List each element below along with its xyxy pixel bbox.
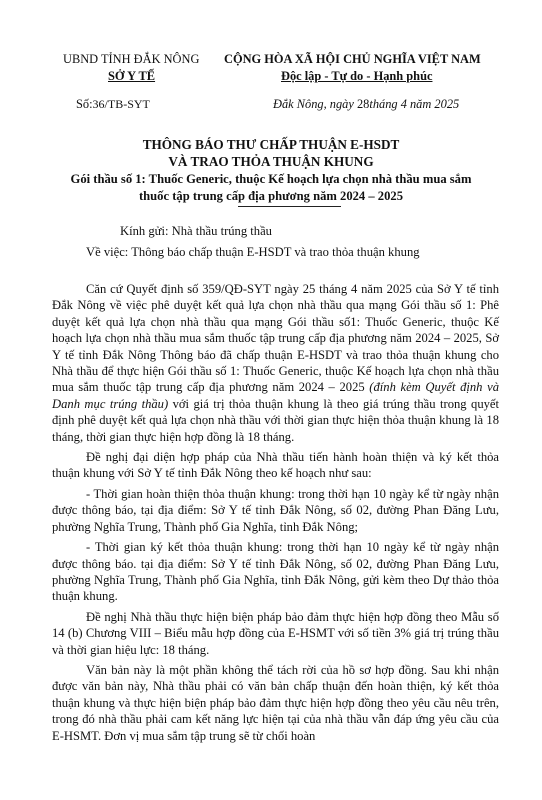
national-title: CỘNG HÒA XÃ HỘI CHỦ NGHĨA VIỆT NAM bbox=[224, 52, 481, 66]
paragraph-completion-time: - Thời gian hoàn thiện thỏa thuận khung: trong thời hạn 10 ngày kể từ ngày nhận được thông báo, tại địa điểm: Sở Y tế tỉnh Đắk Nông, số 02, đường Phan Đăng Lưu, phường Nghĩa Trung, Thành phố Gia Nghĩa, tỉnh Đắk Nông; bbox=[52, 486, 499, 534]
notice-title-line2: VÀ TRAO THỎA THUẬN KHUNG bbox=[168, 154, 374, 169]
notice-title-line1: THÔNG BÁO THƯ CHẤP THUẬN E-HSDT bbox=[142, 137, 400, 152]
title-underline bbox=[238, 206, 341, 207]
date-day: 28 bbox=[356, 97, 370, 111]
department-name: SỞ Y TẾ bbox=[108, 69, 156, 83]
paragraph-signing-time: - Thời gian ký kết thỏa thuận khung: trong thời hạn 10 ngày kể từ ngày nhận được thông báo. tại địa điểm: Sở Y tế tỉnh Đắk Nông, số 02, đường Phan Đăng Lưu, phường Nghĩa Trung, Thành phố Gia Nghĩa, tỉnh Đắk Nông, gửi kèm theo Dự thảo thỏa thuận khung. bbox=[52, 540, 499, 604]
legal-basis-text-1: Căn cứ Quyết định số 359/QĐ-SYT ngày 25 tháng 4 năm 2025 của Sở Y tế tỉnh Đắk Nông về việc phê duyệt kết quả lựa chọn nhà thầu qua mạng Gói thầu số 1: Phê duyệt kết quả lựa chọn nhà thầu qua mạng Gói thầu số1: Thuốc Generic, thuộc Kế hoạch lựa chọn nhà thầu mua sắm thuốc tập trung cấp địa phương năm 2024 – 2025, Sở Y tế tỉnh Đắk Nông Thông báo đã chấp thuận E-HSDT và trao thỏa thuận khung cho Nhà thầu để thực hiện Gói thầu số 1: Thuốc Generic, thuộc Kế hoạch lựa chọn nhà thầu mua sắm thuốc tập trung cấp địa phương năm 2024 – 2025 bbox=[52, 282, 499, 395]
document-number-label: Số: bbox=[76, 97, 93, 111]
recipient-line: Kính gửi: Nhà thầu trúng thầu bbox=[120, 224, 272, 238]
subject-line: Về việc: Thông báo chấp thuận E-HSDT và trao thỏa thuận khung bbox=[86, 245, 420, 259]
notice-body bbox=[52, 281, 499, 748]
document-date bbox=[273, 97, 459, 112]
package-title-line1: Gói thầu số 1: Thuốc Generic, thuộc Kế hoạch lựa chọn nhà thầu mua sắm bbox=[70, 172, 472, 186]
legal-basis-text-2: với giá trị thỏa thuận khung là theo giá trúng thầu trong quyết định phê duyệt kết quả lựa chọn nhà thầu với thời gian thực hiện thỏa thuận khung là 18 tháng, thời gian thực hiện hợp đồng là 18 tháng. bbox=[52, 396, 499, 444]
attachment-note: (đính kèm Quyết định và Danh mục trúng thầu) bbox=[52, 380, 499, 411]
paragraph-legal-basis bbox=[52, 281, 499, 445]
date-suffix: tháng 4 năm 2025 bbox=[369, 97, 460, 111]
national-motto: Độc lập - Tự do - Hạnh phúc bbox=[281, 69, 433, 83]
paragraph-performance-security: Đề nghị Nhà thầu thực hiện biện pháp bảo đảm thực hiện hợp đồng theo Mẫu số 14 (b) Chương VIII – Biểu mẫu hợp đồng của E-HSMT với số tiền 3% giá trị trúng thầu và thời gian hiệu lực: 18 tháng. bbox=[52, 609, 499, 657]
agency-name: UBND TỈNH ĐẮK NÔNG bbox=[63, 52, 200, 66]
package-title-line2: thuốc tập trung cấp địa phương năm 2024 – 2025 bbox=[138, 189, 403, 203]
paragraph-contract-part: Văn bản này là một phần không thể tách rời của hồ sơ hợp đồng. Sau khi nhận được văn bản này, Nhà thầu phải có văn bản chấp thuận đến hoàn thiện, ký kết thỏa thuận khung và thực hiện biện pháp bảo đảm thực hiện hợp đồng theo yêu cầu nêu trên, trong đó nhà thầu phải cam kết năng lực hiện tại của nhà thầu vẫn đáp ứng yêu cầu của E-HSMT. Đơn vị mua sắm tập trung sẽ từ chối hoàn bbox=[52, 662, 499, 743]
paragraph-request: Đề nghị đại diện hợp pháp của Nhà thầu tiến hành hoàn thiện và ký kết thỏa thuận khung với Sở Y tế tỉnh Đắk Nông theo kế hoạch như sau: bbox=[52, 450, 499, 481]
document-number bbox=[76, 97, 150, 112]
date-prefix: Đắk Nông, ngày bbox=[273, 97, 354, 111]
document-number-value: 36/TB-SYT bbox=[92, 97, 150, 111]
